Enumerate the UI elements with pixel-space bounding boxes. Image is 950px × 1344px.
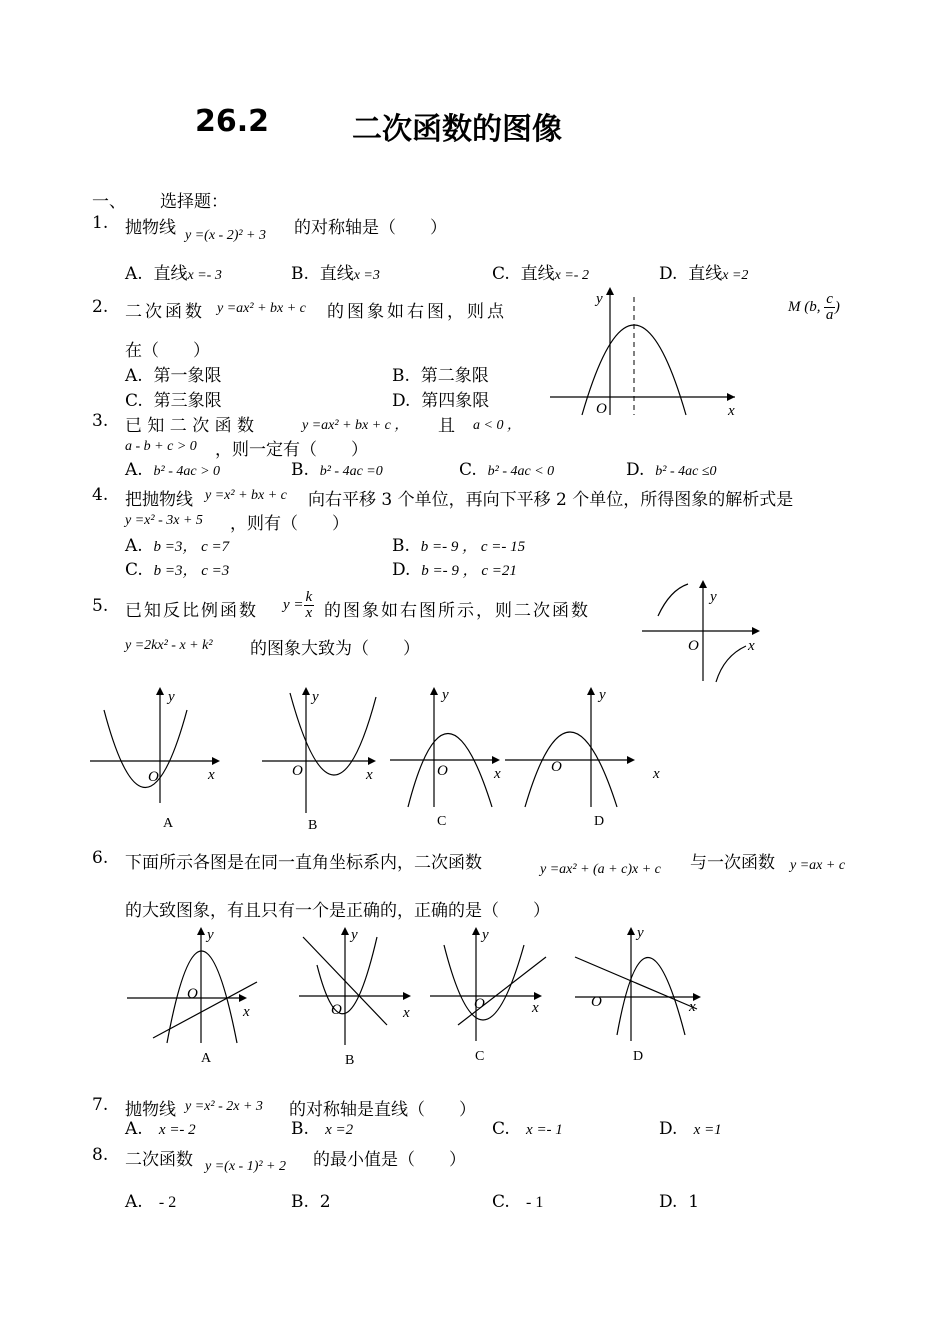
- q3-post: ，则一定有（ ）: [215, 440, 368, 460]
- q3-option-d: D. b² - 4ac ≤0: [626, 460, 717, 480]
- q4-option-c: C. b =3， c =3: [125, 560, 230, 580]
- q8-option-b: B. 2: [291, 1192, 331, 1212]
- q1-formula: y =(x - 2)² + 3: [185, 228, 267, 243]
- origin-label: O: [292, 763, 303, 779]
- q1-pre: 抛物线: [125, 218, 176, 238]
- hyperbola-branch-right: [716, 646, 746, 682]
- q2-pre: 二次函数: [125, 302, 205, 322]
- x-label: x: [728, 403, 735, 419]
- q6-choice-a-label: A: [201, 1051, 212, 1066]
- parabola: [525, 732, 617, 807]
- q6-number: 6.: [92, 848, 109, 868]
- q4-option-b: B. b =- 9 ， c =- 15: [392, 536, 526, 556]
- q2-option-d: D. 第四象限: [392, 391, 490, 411]
- q1-option-d: [659, 259, 748, 284]
- q4-post: 向右平移 3 个单位，再向下平移 2 个单位，所得图象的解析式是: [308, 490, 794, 510]
- x-label: x: [653, 766, 660, 782]
- y-axis-arrow: [472, 927, 480, 935]
- y-label: y: [168, 689, 175, 705]
- x-label: x: [208, 767, 215, 783]
- option-label: C.: [492, 264, 510, 284]
- origin-label: O: [187, 986, 198, 1002]
- q7-option-d: D. x =1: [659, 1119, 722, 1139]
- option-label: A.: [125, 264, 143, 284]
- q3-formula: y =ax² + bx + c ，: [302, 418, 409, 433]
- q2-post: 的图象如右图，则点: [327, 302, 507, 322]
- q6-choice-a-graph: [125, 925, 265, 1045]
- q2-graph: [550, 285, 750, 420]
- x-axis-arrow: [752, 627, 760, 635]
- q1-post: 的对称轴是（ ）: [294, 218, 447, 238]
- hyperbola-branch-left: [658, 584, 688, 616]
- origin-label: O: [474, 996, 485, 1012]
- y-axis-arrow: [699, 580, 707, 588]
- origin-label: O: [591, 994, 602, 1010]
- x-axis-arrow: [212, 757, 220, 765]
- y-axis-arrow: [156, 687, 164, 695]
- parabola: [408, 734, 492, 808]
- q5-fraction: $\frac{k}{x}$: [305, 589, 313, 621]
- parabola: [167, 951, 237, 1043]
- y-label: y: [207, 927, 214, 943]
- origin-label: O: [551, 759, 562, 775]
- q4-formula: y =x² + bx + c: [205, 488, 287, 503]
- title-number: 26.2: [195, 104, 270, 139]
- q2-number: 2.: [92, 297, 109, 317]
- q5-line2-post: 的图象大致为（ ）: [250, 639, 420, 659]
- q1-option-c: [492, 259, 589, 284]
- origin-label: O: [688, 638, 699, 654]
- q8-post: 的最小值是（ ）: [313, 1150, 466, 1170]
- q6-pre: 下面所示各图是在同一直角坐标系内，二次函数: [125, 853, 482, 873]
- x-label: x: [403, 1005, 410, 1021]
- y-label: y: [351, 927, 358, 943]
- y-label: y: [637, 925, 644, 941]
- origin-label: O: [331, 1002, 342, 1018]
- q3-option-a: A. b² - 4ac > 0: [125, 460, 221, 480]
- option-text: 直线: [688, 264, 723, 284]
- y-axis-arrow: [587, 687, 595, 695]
- x-label: x: [366, 767, 373, 783]
- q2-option-a: A. 第一象限: [125, 366, 222, 386]
- q1-number: 1.: [92, 213, 109, 233]
- q3-cond2: a - b + c > 0: [125, 439, 197, 454]
- q3-option-c: C. b² - 4ac < 0: [459, 460, 555, 480]
- q2-formula: y =ax² + bx + c: [217, 301, 306, 316]
- x-axis-arrow: [627, 756, 635, 764]
- y-label: y: [442, 687, 449, 703]
- q5-choice-a-graph: [90, 685, 230, 805]
- origin-label: O: [596, 401, 607, 417]
- q8-number: 8.: [92, 1145, 109, 1165]
- option-text: 直线: [153, 264, 188, 284]
- q7-option-a: A. x =- 2: [125, 1119, 196, 1139]
- q7-number: 7.: [92, 1095, 109, 1115]
- y-label: y: [482, 927, 489, 943]
- q7-formula: y =x² - 2x + 3: [185, 1099, 263, 1114]
- q2-point: [788, 292, 840, 323]
- q3-cond1: a < 0 ，: [473, 418, 521, 433]
- q5-hyperbola-graph: [640, 578, 770, 688]
- q8-pre: 二次函数: [125, 1150, 193, 1170]
- q7-option-c: C. x =- 1: [492, 1119, 563, 1139]
- point-close: ): [834, 298, 840, 315]
- parabola: [617, 958, 685, 1036]
- q7-post: 的对称轴是直线（ ）: [289, 1100, 476, 1120]
- y-label: y: [596, 291, 603, 307]
- q3-mid: 且: [438, 416, 455, 436]
- x-label: x: [243, 1004, 250, 1020]
- x-label: x: [689, 999, 696, 1015]
- q3-option-b: B. b² - 4ac =0: [291, 460, 383, 480]
- parabola: [290, 693, 376, 775]
- section-label: 一、: [92, 192, 126, 212]
- x-label: x: [532, 1000, 539, 1016]
- q5-pre: 已知反比例函数: [125, 601, 258, 621]
- option-math: x =- 3: [187, 268, 222, 283]
- y-label: y: [312, 689, 319, 705]
- x-axis-arrow: [727, 393, 735, 401]
- q1-option-a: [125, 259, 222, 284]
- q6-choice-d-graph: [573, 925, 708, 1045]
- q6-choice-b-label: B: [345, 1053, 355, 1068]
- q7-option-b: B. x =2: [291, 1119, 354, 1139]
- q8-option-c: C. - 1: [492, 1192, 544, 1212]
- q5-choice-b-label: B: [308, 818, 318, 833]
- q5-choice-c-label: C: [437, 814, 447, 829]
- q4-line2-formula: y =x² - 3x + 5: [125, 513, 203, 528]
- point-label: M (b,: [788, 298, 821, 315]
- option-math: x =- 2: [554, 268, 589, 283]
- q6-choice-d-label: D: [633, 1049, 644, 1064]
- q7-pre: 抛物线: [125, 1100, 176, 1120]
- q6-mid: 与一次函数: [690, 853, 775, 873]
- q2-option-c: C. 第三象限: [125, 391, 222, 411]
- x-axis-arrow: [403, 992, 411, 1000]
- q5-choice-b-graph: [262, 685, 392, 820]
- x-label: x: [494, 766, 501, 782]
- line: [153, 982, 257, 1038]
- option-math: x =3: [353, 268, 380, 283]
- q4-line2-post: ，则有（ ）: [230, 514, 349, 534]
- x-label: x: [748, 638, 755, 654]
- q4-option-d: D. b =- 9 ， c =21: [392, 560, 517, 580]
- q5-formula: y = $\frac{k}{x}$: [283, 589, 313, 621]
- option-text: 直线: [319, 264, 354, 284]
- q5-choice-d-label: D: [594, 814, 605, 829]
- q4-option-a: A. b =3， c =7: [125, 536, 230, 556]
- point-fraction: $\frac{c}{a}$: [825, 291, 834, 323]
- q5-choice-a-label: A: [163, 816, 174, 831]
- section-title: 选择题：: [160, 192, 228, 212]
- x-axis-arrow: [534, 992, 542, 1000]
- q5-choice-d-graph: [505, 685, 675, 810]
- q3-number: 3.: [92, 411, 109, 431]
- x-axis-arrow: [492, 756, 500, 764]
- option-label: D.: [659, 264, 678, 284]
- q6-formula2: y =ax + c: [790, 858, 846, 873]
- option-label: B.: [291, 264, 309, 284]
- q3-pre: 已 知 二 次 函 数: [125, 416, 255, 436]
- q4-number: 4.: [92, 485, 109, 505]
- y-axis-arrow: [341, 927, 349, 935]
- q2-option-b: B. 第二象限: [392, 366, 489, 386]
- q6-choice-b-graph: [297, 925, 417, 1050]
- origin-label: O: [437, 763, 448, 779]
- q8-formula: y =(x - 1)² + 2: [205, 1159, 287, 1174]
- q8-option-a: A. - 2: [125, 1192, 177, 1212]
- parabola: [104, 710, 187, 788]
- y-axis-arrow: [197, 927, 205, 935]
- q5-post: 的图象如右图所示，则二次函数: [324, 601, 590, 621]
- q4-pre: 把抛物线: [125, 490, 193, 510]
- q6-choice-c-graph: [428, 925, 558, 1045]
- q6-formula: y =ax² + (a + c)x + c: [540, 862, 661, 877]
- q6-line2: 的大致图象，有且只有一个是正确的，正确的是（ ）: [125, 901, 550, 921]
- y-axis-arrow: [627, 927, 635, 935]
- y-axis-arrow: [430, 687, 438, 695]
- q5-line2-formula: y =2kx² - x + k²: [125, 638, 213, 653]
- option-text: 直线: [520, 264, 555, 284]
- q8-option-d: D. 1: [659, 1192, 700, 1212]
- y-axis-arrow: [606, 287, 614, 295]
- x-axis-arrow: [239, 994, 247, 1002]
- q2-line2: 在（ ）: [125, 341, 210, 361]
- q6-choice-c-label: C: [475, 1049, 485, 1064]
- q5-number: 5.: [92, 596, 109, 616]
- origin-label: O: [148, 769, 159, 785]
- q1-option-b: [291, 259, 380, 284]
- parabola: [317, 937, 377, 1014]
- page-title: 二次函数的图像: [352, 112, 562, 147]
- y-axis-arrow: [302, 687, 310, 695]
- option-math: x =2: [722, 268, 749, 283]
- y-label: y: [599, 687, 606, 703]
- q5-choice-c-graph: [390, 685, 510, 810]
- x-axis-arrow: [368, 757, 376, 765]
- y-label: y: [710, 589, 717, 605]
